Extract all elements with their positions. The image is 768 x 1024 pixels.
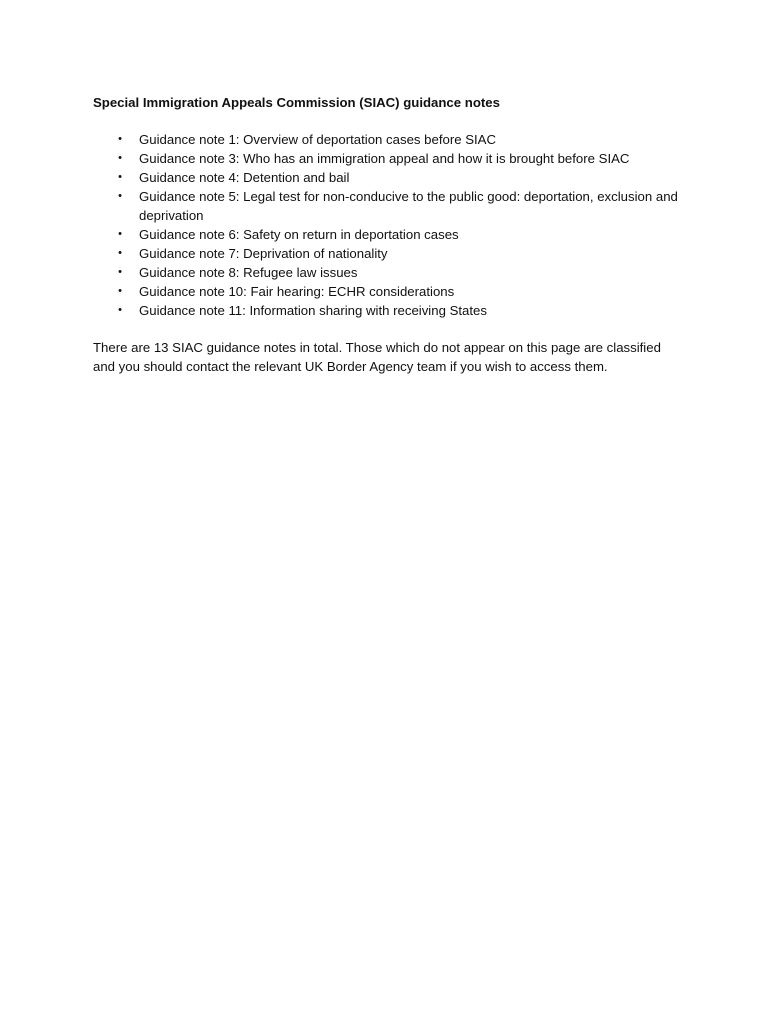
guidance-notes-list [93,130,678,320]
guidance-note-label: Guidance note 3: Who has an immigration appeal and how it is brought before SIAC [139,151,630,166]
bullet-icon: • [118,152,122,164]
list-item [93,282,678,301]
guidance-note-label: Guidance note 4: Detention and bail [139,170,350,185]
guidance-note-label: Guidance note 8: Refugee law issues [139,265,358,280]
bullet-icon: • [118,266,122,278]
list-item [93,168,678,187]
list-item [93,263,678,282]
guidance-note-label: Guidance note 10: Fair hearing: ECHR considerations [139,284,455,299]
summary-paragraph: There are 13 SIAC guidance notes in total. Those which do not appear on this page are classified and you should contact the relevant UK Border Agency team if you wish to access them. [93,340,661,374]
guidance-note-label: Guidance note 1: Overview of deportation cases before SIAC [139,132,496,147]
list-item [93,244,678,263]
list-item [93,225,678,244]
bullet-icon: • [118,190,122,202]
bullet-icon: • [118,171,122,183]
guidance-note-label: Guidance note 5: Legal test for non-conducive to the public good: deportation, exclusion and deprivation [139,189,678,223]
bullet-icon: • [118,228,122,240]
document-title: Special Immigration Appeals Commission (SIAC) guidance notes [93,95,500,110]
bullet-icon: • [118,285,122,297]
list-item [93,149,678,168]
list-item [93,187,678,225]
bullet-icon: • [118,304,122,316]
guidance-note-label: Guidance note 7: Deprivation of nationality [139,246,388,261]
list-item [93,130,678,149]
list-item [93,301,678,320]
guidance-note-label: Guidance note 11: Information sharing with receiving States [139,303,487,318]
guidance-note-label: Guidance note 6: Safety on return in deportation cases [139,227,459,242]
bullet-icon: • [118,133,122,145]
bullet-icon: • [118,247,122,259]
